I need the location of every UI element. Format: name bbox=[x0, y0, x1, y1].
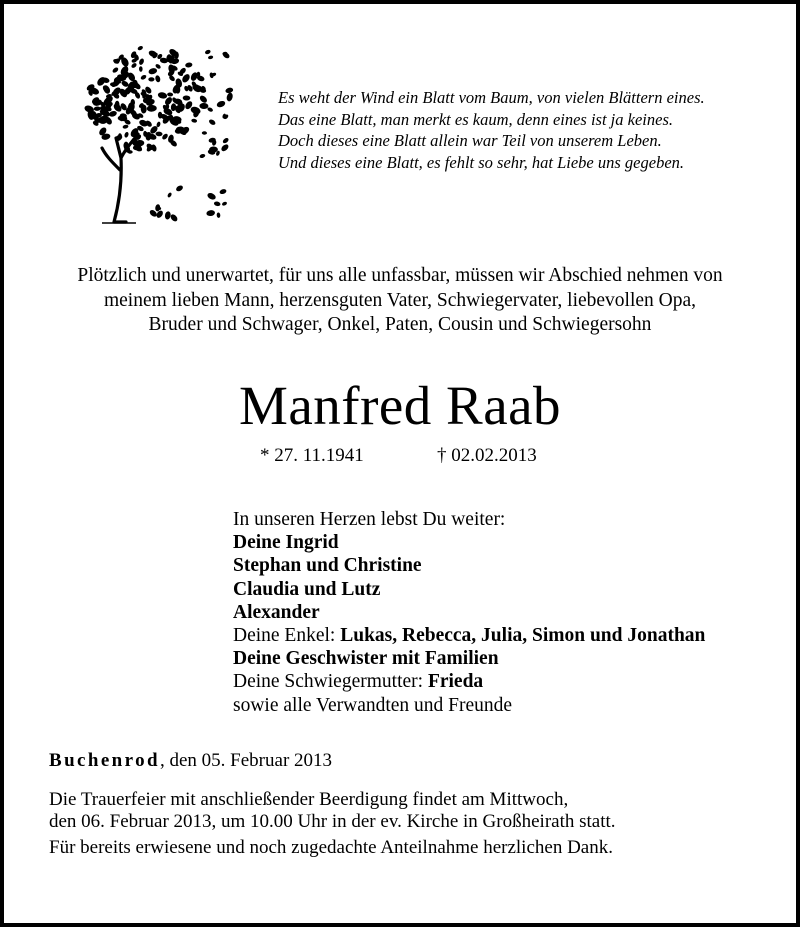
place-and-date bbox=[49, 750, 332, 772]
grandchildren-names: Lukas, Rebecca, Julia, Simon und Jonathan bbox=[340, 625, 706, 647]
leaf-icon bbox=[185, 62, 193, 68]
tree-trunk bbox=[102, 134, 138, 222]
leaf-icon bbox=[167, 92, 173, 96]
town-name: Buchenrod bbox=[49, 750, 160, 771]
funeral-line: Die Trauerfeier mit anschließender Beerdigung findet am Mittwoch, bbox=[49, 789, 569, 810]
mourners-list bbox=[233, 508, 705, 717]
leaf-icon bbox=[155, 75, 161, 83]
siblings-line: Deine Geschwister mit Familien bbox=[233, 648, 499, 670]
leaf-icon bbox=[139, 66, 143, 72]
leaf-icon bbox=[148, 67, 158, 75]
leaf-icon bbox=[191, 118, 197, 123]
leaf-icon bbox=[137, 45, 144, 51]
grandchildren-line bbox=[233, 624, 705, 647]
tree-with-falling-leaves-illustration bbox=[76, 30, 234, 230]
leaf-icon bbox=[94, 106, 101, 111]
leaf-icon bbox=[140, 74, 147, 81]
falling-leaf-icon bbox=[199, 103, 208, 109]
mourner-name: Stephan und Christine bbox=[233, 555, 422, 577]
intro-line: Bruder und Schwager, Onkel, Paten, Cousin und Schwiegersohn bbox=[148, 314, 652, 335]
leaf-icon bbox=[174, 52, 179, 59]
poem-line: Doch dieses eine Blatt allein war Teil von unserem Leben. bbox=[278, 131, 662, 150]
intro-line: meinem lieben Mann, herzensguten Vater, Schwiegervater, liebevollen Opa, bbox=[103, 289, 697, 311]
fallen-leaf-icon bbox=[219, 188, 227, 195]
falling-leaf-icon bbox=[204, 49, 211, 55]
leaf-icon bbox=[183, 95, 191, 100]
falling-leaf-icon bbox=[226, 92, 234, 102]
fallen-leaf-icon bbox=[206, 192, 216, 201]
leaf-icon bbox=[138, 58, 145, 66]
fallen-leaf-icon bbox=[216, 212, 220, 218]
leaf-icon bbox=[198, 94, 208, 104]
thanks-text: Für bereits erwiesene und noch zugedachte Anteilnahme herzlichen Dank. bbox=[49, 837, 613, 858]
falling-leaf-icon bbox=[208, 118, 216, 126]
fallen-leaf-icon bbox=[221, 201, 227, 206]
mourners-heading: In unseren Herzen lebst Du weiter: bbox=[233, 509, 506, 530]
falling-leaf-icon bbox=[222, 137, 230, 144]
falling-leaf-icon bbox=[216, 100, 226, 109]
falling-leaf-icon bbox=[208, 55, 214, 60]
birth-date: * 27. 11.1941 bbox=[260, 445, 364, 466]
funeral-info bbox=[49, 789, 616, 833]
funeral-line: den 06. Februar 2013, um 10.00 Uhr in der ev. Kirche in Großheirath statt. bbox=[49, 810, 616, 832]
deceased-name: Manfred Raab bbox=[238, 375, 562, 436]
fallen-leaf-icon bbox=[169, 213, 178, 223]
relatives-line: sowie alle Verwandten und Freunde bbox=[233, 694, 513, 716]
poem-line: Das eine Blatt, man merkt es kaum, denn eines ist ja keines. bbox=[278, 109, 673, 129]
falling-leaf-icon bbox=[199, 153, 206, 158]
poem-line: Und dieses eine Blatt, es fehlt so sehr, hat Liebe uns gegeben. bbox=[278, 152, 685, 172]
mourner-name: Claudia und Lutz bbox=[233, 578, 381, 600]
leaf-icon bbox=[148, 77, 154, 81]
falling-leaf-icon bbox=[202, 131, 207, 135]
mother-in-law-line bbox=[233, 670, 705, 693]
fallen-leaf-icon bbox=[213, 201, 221, 207]
falling-leaf-icon bbox=[220, 143, 230, 152]
mother-in-law-name: Frieda bbox=[427, 671, 484, 693]
leaf-icon bbox=[124, 131, 129, 138]
falling-leaf-icon bbox=[225, 87, 234, 94]
death-date: † 02.02.2013 bbox=[437, 445, 537, 466]
grandchildren-label: Deine Enkel: bbox=[233, 625, 341, 647]
leaf-icon bbox=[130, 62, 137, 69]
mourner-name: Alexander bbox=[233, 601, 320, 623]
intro-text bbox=[4, 264, 796, 338]
tree-canopy bbox=[83, 45, 233, 223]
leaf-icon bbox=[157, 91, 167, 99]
notice-date: , den 05. Februar 2013 bbox=[160, 750, 333, 771]
fallen-leaf-icon bbox=[206, 210, 215, 217]
poem bbox=[278, 87, 778, 173]
leaf-icon bbox=[155, 131, 162, 136]
poem-line: Es weht der Wind ein Blatt vom Baum, von vielen Blättern eines. bbox=[278, 88, 705, 107]
leaf-icon bbox=[112, 66, 120, 73]
mourner-name: Deine Ingrid bbox=[233, 532, 339, 554]
intro-line: Plötzlich und unerwartet, für uns alle unfassbar, müssen wir Abschied nehmen von bbox=[77, 265, 723, 286]
fallen-leaf-icon bbox=[164, 211, 171, 220]
fallen-leaf-icon bbox=[167, 192, 173, 198]
mother-in-law-label: Deine Schwiegermutter: bbox=[233, 671, 428, 693]
leaf-icon bbox=[122, 124, 129, 129]
fallen-leaf-icon bbox=[175, 184, 184, 192]
